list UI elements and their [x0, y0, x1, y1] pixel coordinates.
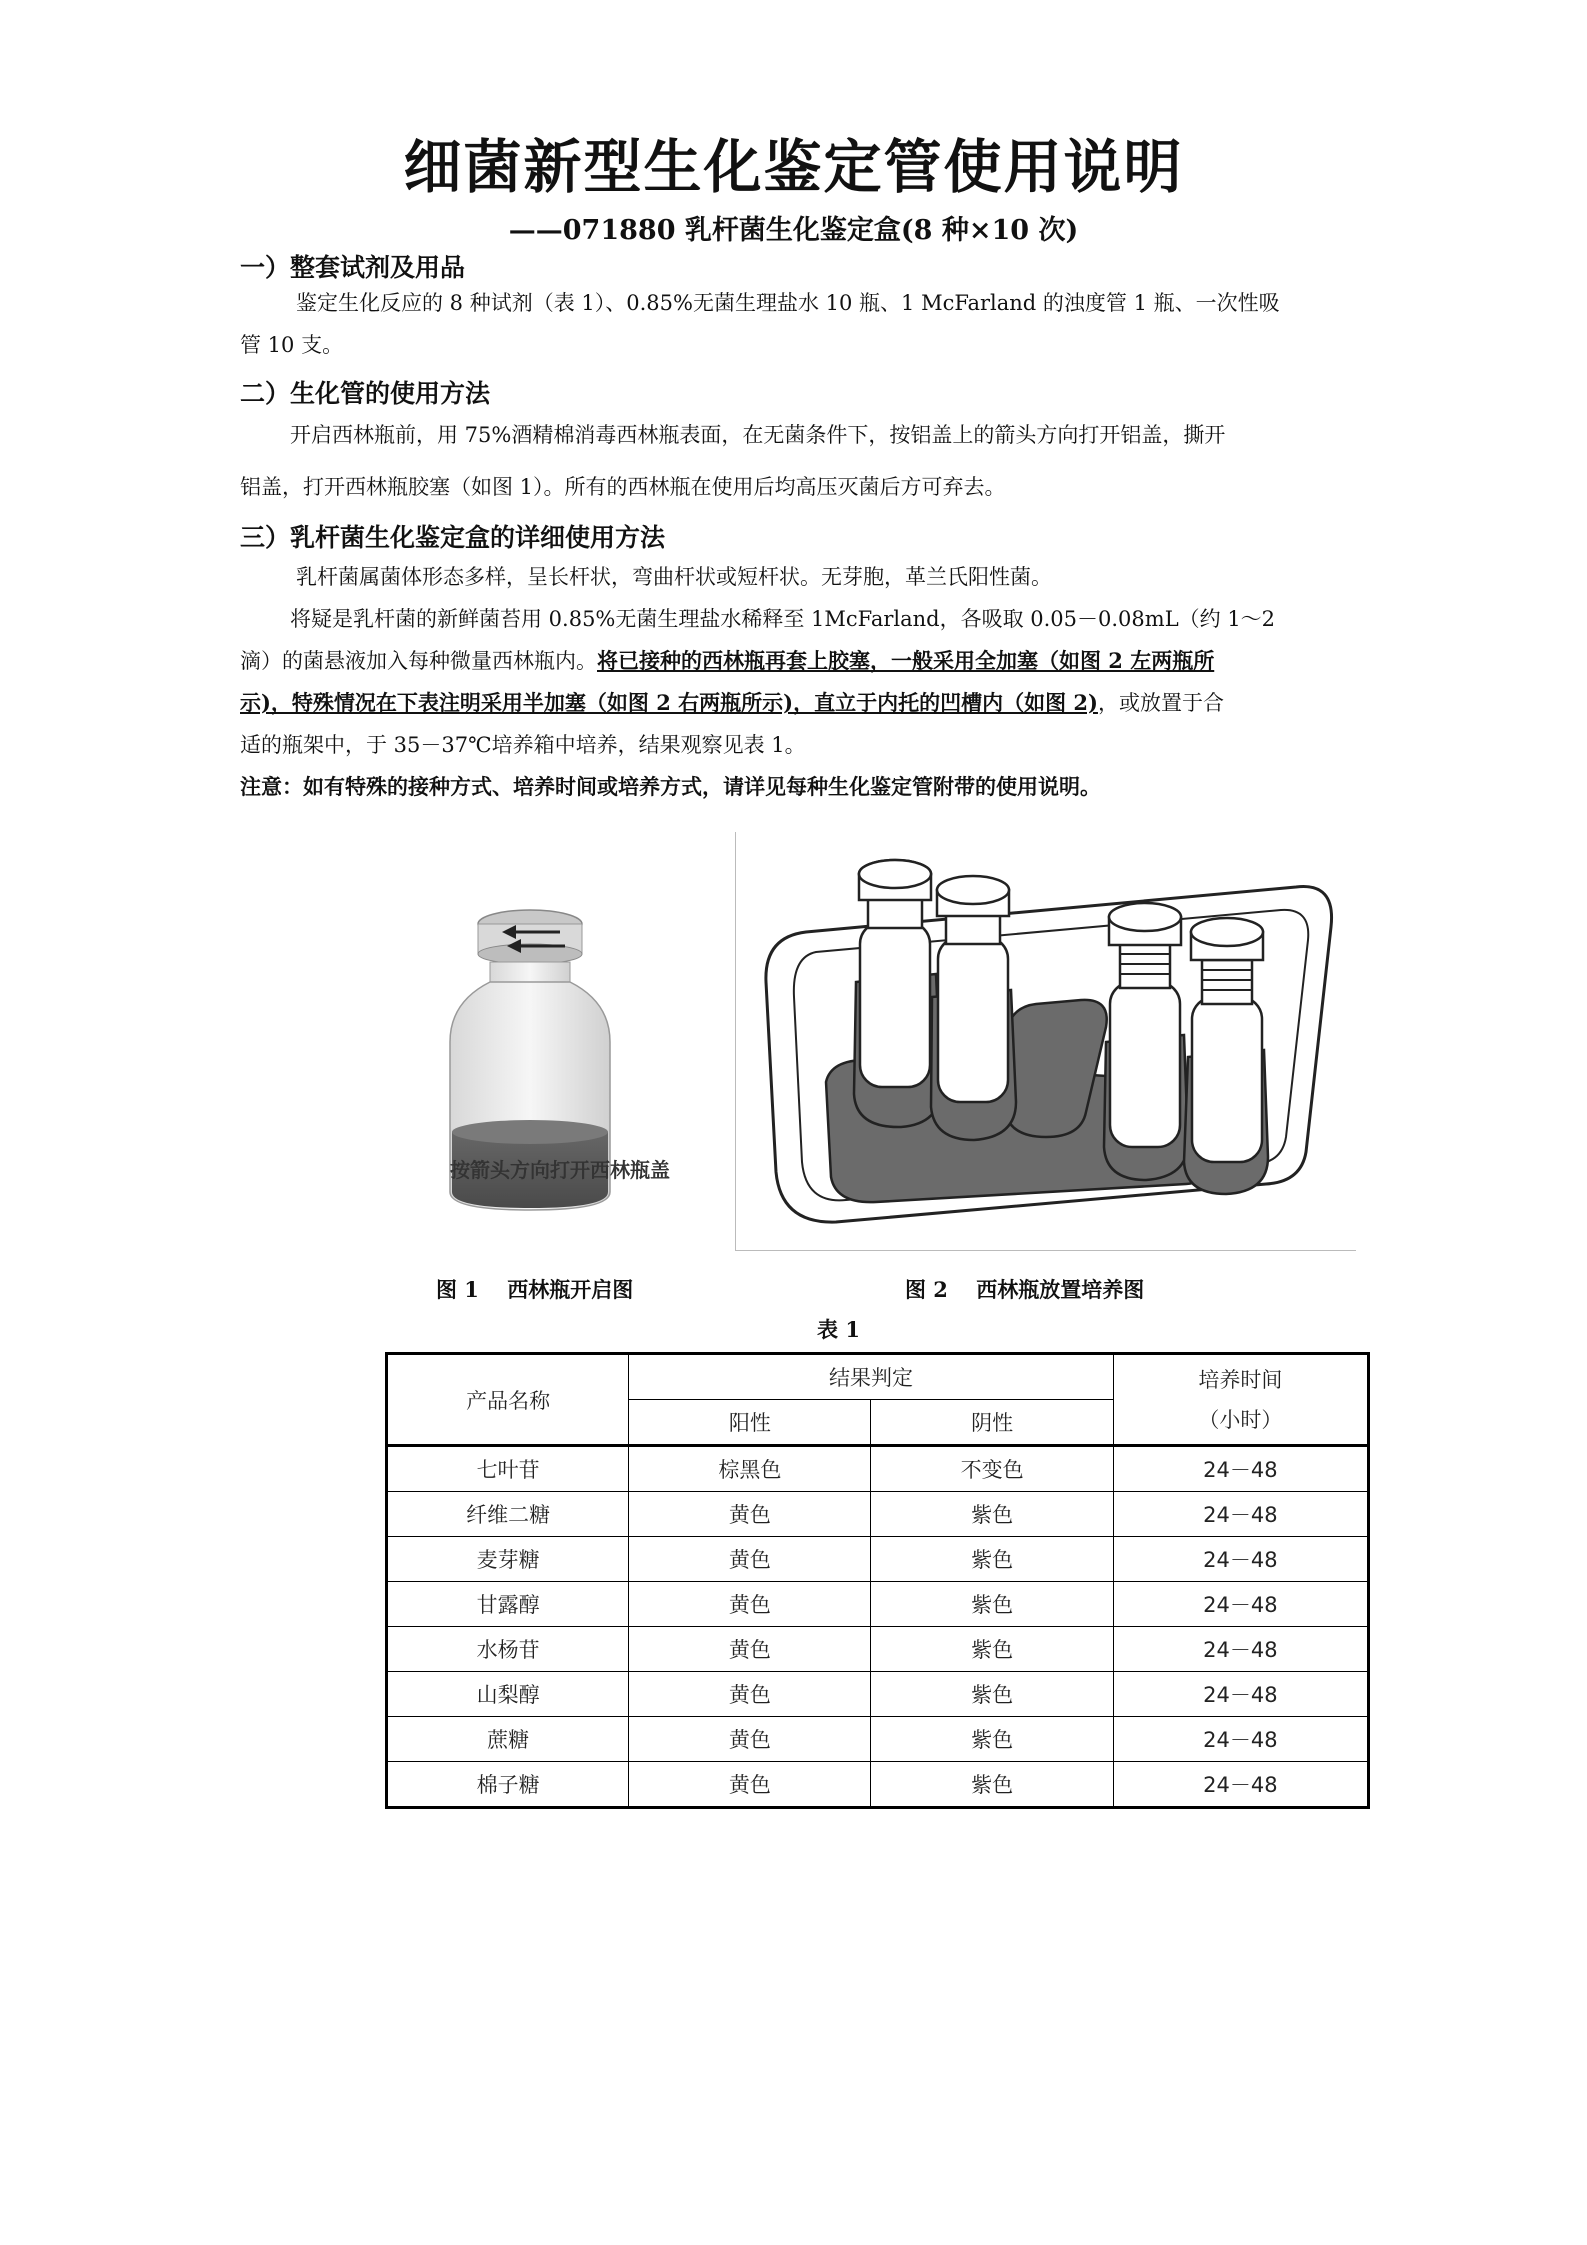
cell-negative: 紫色 [871, 1582, 1113, 1627]
cell-name: 山梨醇 [387, 1672, 629, 1717]
cell-negative: 紫色 [871, 1762, 1113, 1808]
table-row [387, 1762, 1369, 1808]
section3-note: 注意：如有特殊的接种方式、培养时间或培养方式，请详见每种生化鉴定管附带的使用说明。 [240, 774, 1101, 799]
cell-positive: 黄色 [629, 1762, 871, 1808]
cell-positive: 黄色 [629, 1717, 871, 1762]
section3-line4 [240, 682, 1352, 724]
cell-time: 24－48 [1113, 1492, 1368, 1537]
section1-heading: 一）整套试剂及用品 [240, 253, 466, 282]
header-negative: 阴性 [871, 1400, 1113, 1446]
section2-heading: 二）生化管的使用方法 [240, 379, 491, 408]
cell-positive: 黄色 [629, 1582, 871, 1627]
section3-line5: 适的瓶架中，于 35－37℃培养箱中培养，结果观察见表 1。 [240, 733, 806, 757]
cell-name: 七叶苷 [387, 1446, 629, 1492]
cell-negative: 紫色 [871, 1672, 1113, 1717]
section1-body [240, 282, 1352, 324]
cell-time: 24－48 [1113, 1717, 1368, 1762]
figure2 [735, 832, 1356, 1251]
header-product: 产品名称 [387, 1354, 629, 1446]
cell-name: 麦芽糖 [387, 1537, 629, 1582]
header-time-label: 培养时间 [1198, 1367, 1283, 1392]
section3-line4-plain: ，或放置于合 [1097, 691, 1224, 715]
cell-positive: 棕黑色 [629, 1446, 871, 1492]
cell-time: 24－48 [1113, 1582, 1368, 1627]
table-row [387, 1717, 1369, 1762]
table-row [387, 1537, 1369, 1582]
cell-time: 24－48 [1113, 1537, 1368, 1582]
cell-name: 蔗糖 [387, 1717, 629, 1762]
figure1 [370, 832, 722, 1232]
section2-line1: 开启西林瓶前，用 75%酒精棉消毒西林瓶表面，在无菌条件下，按铝盖上的箭头方向打开铝盖，撕开 [290, 423, 1226, 447]
section3-heading: 三）乳杆菌生化鉴定盒的详细使用方法 [240, 523, 666, 552]
vial-half-stopper-3 [1104, 903, 1188, 1180]
cell-negative: 紫色 [871, 1537, 1113, 1582]
section3-line4-emph: 示)，特殊情况在下表注明采用半加塞（如图 2 右两瓶所示)，直立于内托的凹槽内（如图 2) [240, 690, 1098, 715]
rack-illustration [736, 832, 1356, 1250]
cell-name: 水杨苷 [387, 1627, 629, 1672]
vial-full-stopper-2 [931, 876, 1016, 1140]
results-table [385, 1352, 1370, 1809]
header-result: 结果判定 [629, 1354, 1113, 1400]
table-row [387, 1627, 1369, 1672]
table-row [387, 1492, 1369, 1537]
table-row [387, 1582, 1369, 1627]
page-subtitle: ——071880 乳杆菌生化鉴定盒(8 种×10 次) [508, 215, 1079, 246]
cell-positive: 黄色 [629, 1672, 871, 1717]
cell-negative: 不变色 [871, 1446, 1113, 1492]
section3-line1: 乳杆菌属菌体形态多样，呈长杆状，弯曲杆状或短杆状。无芽胞，革兰氏阳性菌。 [296, 565, 1052, 589]
figure1-label: 按箭头方向打开西林瓶盖 [450, 1158, 670, 1182]
cell-negative: 紫色 [871, 1492, 1113, 1537]
figure1-caption: 图 1 西林瓶开启图 [436, 1277, 634, 1302]
table-row [387, 1446, 1369, 1492]
cell-name: 纤维二糖 [387, 1492, 629, 1537]
header-time [1113, 1354, 1368, 1446]
cell-positive: 黄色 [629, 1537, 871, 1582]
page-title: 细菌新型生化鉴定管使用说明 [403, 133, 1184, 201]
vial-full-stopper-1 [854, 860, 941, 1127]
cell-time: 24－48 [1113, 1627, 1368, 1672]
section3-line3 [240, 640, 1352, 682]
header-positive: 阳性 [629, 1400, 871, 1446]
cell-time: 24－48 [1113, 1672, 1368, 1717]
section1-line1: 鉴定生化反应的 8 种试剂（表 1）、0.85%无菌生理盐水 10 瓶、1 McFarland 的浊度管 1 瓶、一次性吸 [296, 291, 1280, 315]
cell-name: 棉子糖 [387, 1762, 629, 1808]
cell-negative: 紫色 [871, 1627, 1113, 1672]
cell-positive: 黄色 [629, 1492, 871, 1537]
section1-body-cont: 管 10 支。 [240, 333, 344, 357]
cell-negative: 紫色 [871, 1717, 1113, 1762]
figure2-caption: 图 2 西林瓶放置培养图 [905, 1277, 1145, 1302]
table-caption: 表 1 [817, 1317, 860, 1342]
section3-line3-plain: 滴）的菌悬液加入每种微量西林瓶内。 [240, 649, 597, 673]
cell-positive: 黄色 [629, 1627, 871, 1672]
cell-time: 24－48 [1113, 1446, 1368, 1492]
cell-time: 24－48 [1113, 1762, 1368, 1808]
table-row [387, 1672, 1369, 1717]
section3-line3-emph: 将已接种的西林瓶再套上胶塞，一般采用全加塞（如图 2 左两瓶所 [597, 648, 1215, 673]
cell-name: 甘露醇 [387, 1582, 629, 1627]
section3-line2: 将疑是乳杆菌的新鲜菌苔用 0.85%无菌生理盐水稀释至 1McFarland，各吸取 0.05－0.08mL（约 1～2 [290, 607, 1276, 631]
section2-line2: 铝盖，打开西林瓶胶塞（如图 1）。所有的西林瓶在使用后均高压灭菌后方可弃去。 [240, 475, 1006, 499]
header-time-unit: （小时） [1198, 1407, 1283, 1432]
vial-half-stopper-4 [1184, 918, 1268, 1194]
